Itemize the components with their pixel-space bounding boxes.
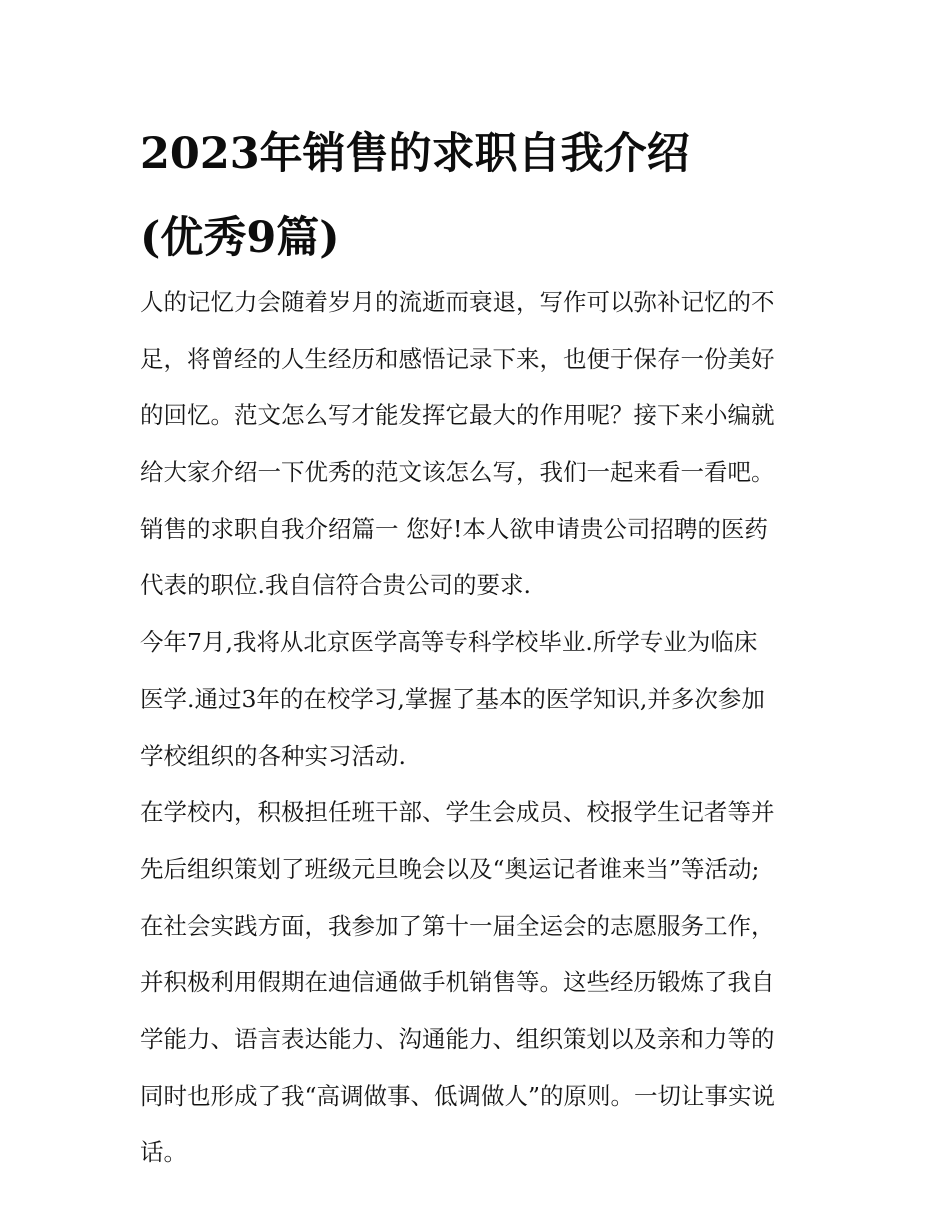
body-line: 销售的求职自我介绍篇一 您好!本人欲申请贵公司招聘的医药 [140,514,768,543]
body-line: 代表的职位.我自信符合贵公司的要求. [140,571,531,600]
body-line: 学能力、语言表达能力、沟通能力、组织策划以及亲和力等的 [140,1024,775,1053]
body-line: 今年7月,我将从北京医学高等专科学校毕业.所学专业为临床 [140,628,758,657]
body-line: 医学.通过3年的在校学习,掌握了基本的医学知识,并多次参加 [140,684,765,713]
body-line: 的回忆。范文怎么写才能发挥它最大的作用呢？接下来小编就 [140,401,775,430]
body-line: 先后组织策划了班级元旦晚会以及“奥运记者谁来当”等活动; [140,854,760,883]
body-line: 给大家介绍一下优秀的范文该怎么写，我们一起来看一看吧。 [140,458,775,487]
body-line: 足，将曾经的人生经历和感悟记录下来，也便于保存一份美好 [140,344,775,373]
body-line: 同时也形成了我“高调做事、低调做人”的原则。一切让事实说 [140,1081,776,1110]
title-line: 2023年销售的求职自我介绍 [140,129,690,179]
title-line: (优秀9篇) [140,213,340,263]
body-line: 人的记忆力会随着岁月的流逝而衰退，写作可以弥补记忆的不 [140,288,775,316]
body-line: 并积极利用假期在迪信通做手机销售等。这些经历锻炼了我自 [140,968,775,997]
document-title [140,112,820,280]
document-body [140,274,820,1181]
body-line: 在社会实践方面，我参加了第十一届全运会的志愿服务工作， [140,911,775,940]
body-line: 在学校内，积极担任班干部、学生会成员、校报学生记者等并 [140,798,775,827]
body-line: 学校组织的各种实习活动. [140,741,406,770]
body-line: 话。 [140,1138,187,1167]
